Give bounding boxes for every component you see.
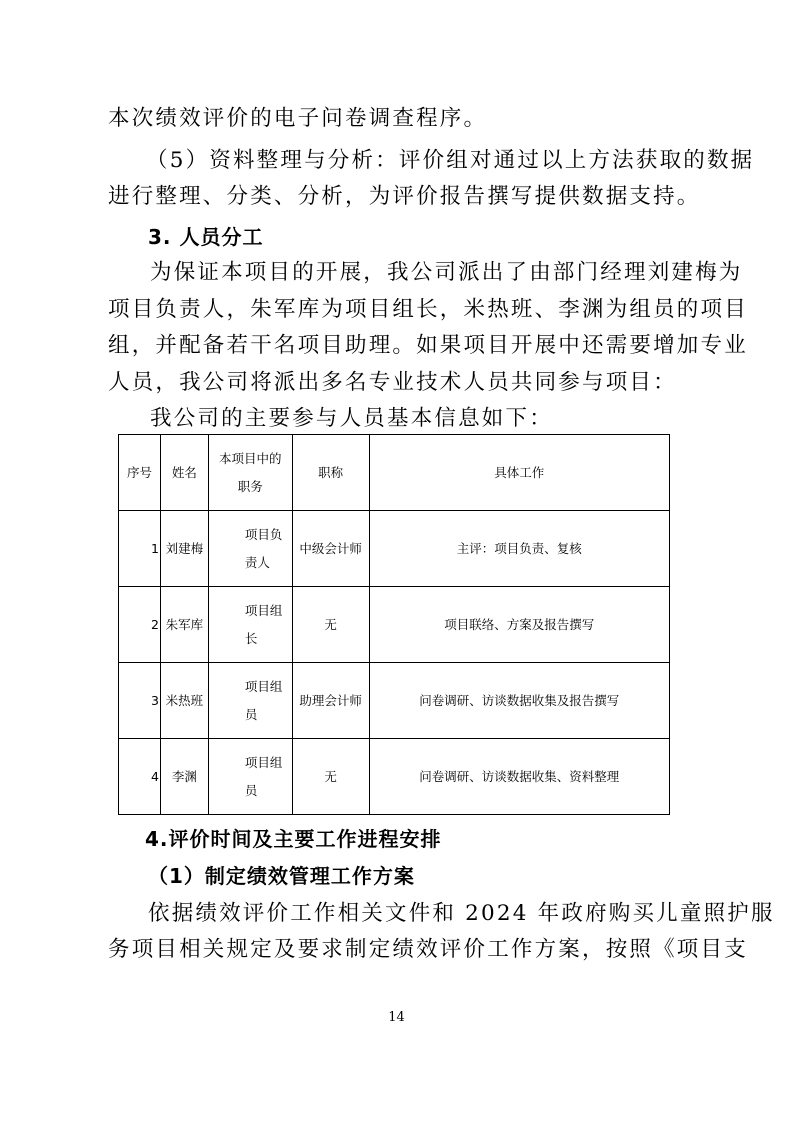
- body-line-5: 项目负责人，朱军库为项目组长，米热班、李渊为组员的项目: [108, 297, 748, 322]
- body-line-6: 组，并配备若干名项目助理。如果项目开展中还需要增加专业: [108, 333, 748, 358]
- header-no: 序号: [119, 435, 161, 511]
- page-number: 14: [388, 1010, 405, 1025]
- cell-name: 刘建梅: [160, 511, 208, 587]
- header-name: 姓名: [160, 435, 208, 511]
- body-line-8: 我公司的主要参与人员基本信息如下：: [150, 406, 553, 431]
- header-role: 本项目中的职务: [208, 435, 292, 511]
- section-heading-3: 3. 人员分工: [148, 225, 264, 249]
- cell-role: 项目负责人: [208, 511, 292, 587]
- body-line-4: 为保证本项目的开展，我公司派出了由部门经理刘建梅为: [150, 260, 743, 285]
- cell-role: 项目组员: [208, 663, 292, 739]
- cell-work: 项目联络、方案及报告撰写: [369, 587, 669, 663]
- table-row: [119, 587, 670, 663]
- header-work: 具体工作: [369, 435, 669, 511]
- body-line-1: 本次绩效评价的电子问卷调查程序。: [108, 106, 488, 131]
- cell-title: 无: [292, 587, 369, 663]
- cell-role: 项目组长: [208, 587, 292, 663]
- cell-role: 项目组员: [208, 739, 292, 815]
- cell-work: 主评：项目负责、复核: [369, 511, 669, 587]
- cell-title: 无: [292, 739, 369, 815]
- table-header-row: [119, 435, 670, 511]
- cell-title: 中级会计师: [292, 511, 369, 587]
- section-heading-4: 4.评价时间及主要工作进程安排: [145, 827, 442, 851]
- subsection-heading-1: （1）制定绩效管理工作方案: [148, 864, 415, 888]
- cell-no: 2: [119, 587, 161, 663]
- cell-name: 李渊: [160, 739, 208, 815]
- cell-no: 1: [119, 511, 161, 587]
- cell-name: 朱军库: [160, 587, 208, 663]
- body-line-7: 人员，我公司将派出多名专业技术人员共同参与项目：: [108, 370, 677, 395]
- body-line-2: （5）资料整理与分析：评价组对通过以上方法获取的数据: [146, 148, 755, 173]
- cell-name: 米热班: [160, 663, 208, 739]
- staff-table: [118, 434, 670, 815]
- cell-title: 助理会计师: [292, 663, 369, 739]
- table-row: [119, 663, 670, 739]
- body-line-9: 依据绩效评价工作相关文件和 2024 年政府购买儿童照护服: [148, 901, 775, 926]
- cell-no: 4: [119, 739, 161, 815]
- cell-work: 问卷调研、访谈数据收集及报告撰写: [369, 663, 669, 739]
- table-row: [119, 511, 670, 587]
- body-line-3: 进行整理、分类、分析，为评价报告撰写提供数据支持。: [108, 184, 701, 209]
- cell-work: 问卷调研、访谈数据收集、资料整理: [369, 739, 669, 815]
- cell-no: 3: [119, 663, 161, 739]
- body-line-10: 务项目相关规定及要求制定绩效评价工作方案，按照《项目支: [108, 937, 748, 962]
- header-title: 职称: [292, 435, 369, 511]
- table-row: [119, 739, 670, 815]
